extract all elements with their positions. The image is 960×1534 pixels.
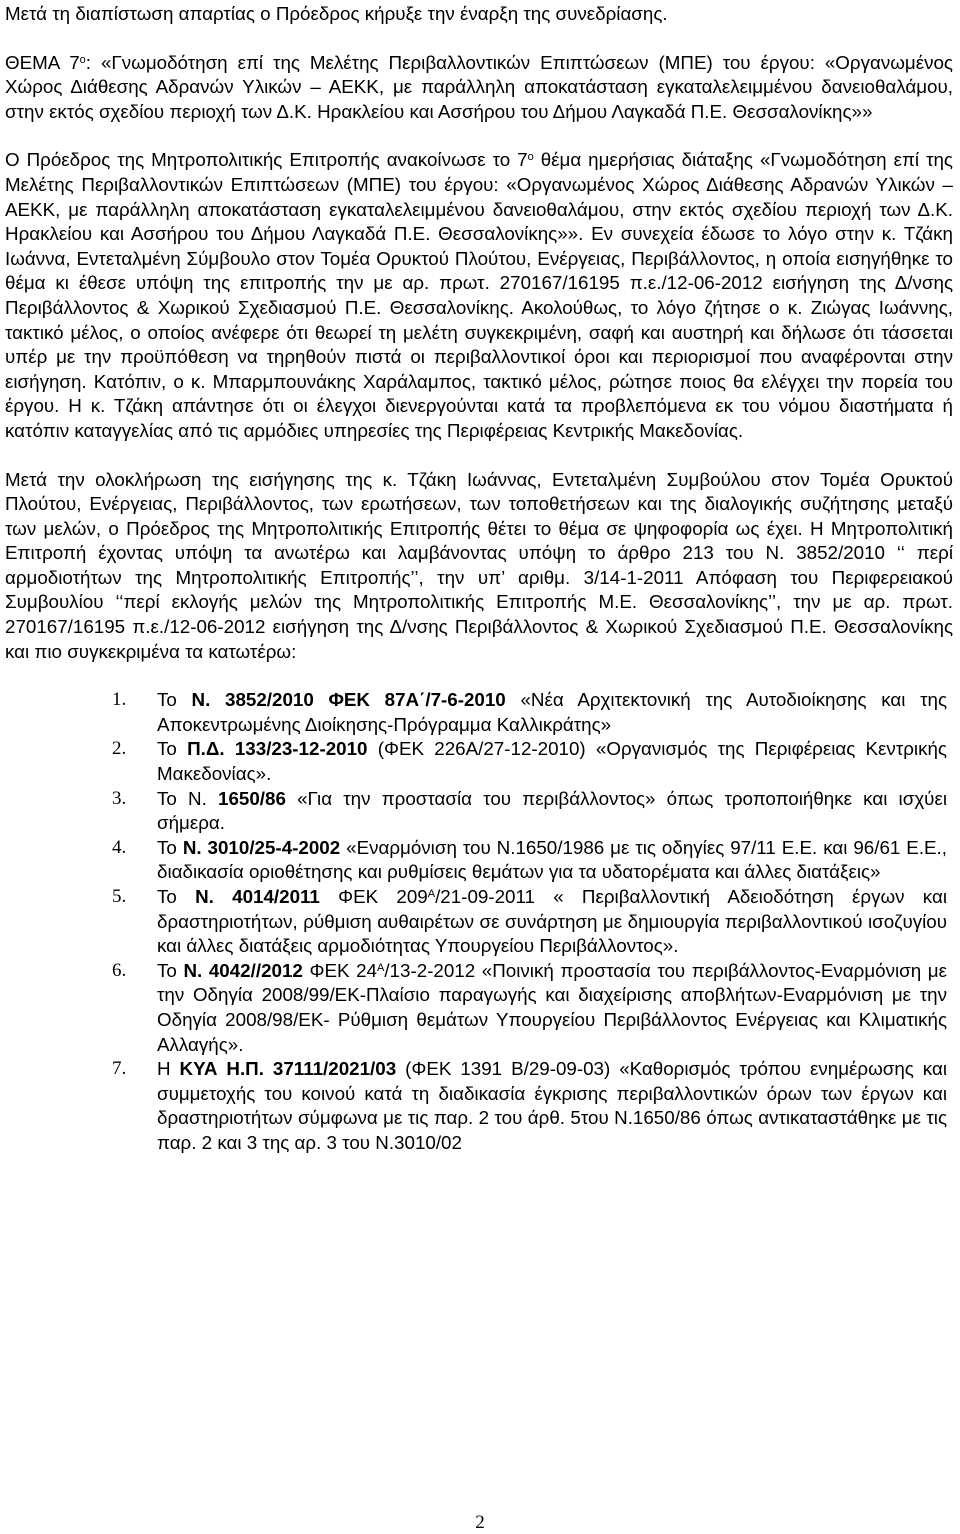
list-item-prefix: Το [157,689,192,711]
list-item-law: Ν. 3010/25-4-2002 [182,836,341,858]
list-item-text: «Νέα Αρχιτεκτονική της Αυτοδιοίκησης και της Αποκεντρωμένης Διοίκησης-Πρόγραμμα Καλλικράτης» [157,689,948,735]
list-item-number: 5. [112,886,127,907]
list-item [5,1057,953,1155]
paragraph-presentation-rest: θέμα ημερήσιας διάταξης «Γνωμοδότηση επί της Μελέτης Περιβαλλοντικών Επιπτώσεων (ΜΠΕ) του έργου: «Οργανωμένος Χώρος Διάθεσης Αδρανών Υλικών – ΑΕΚΚ, με παράλληλη αποκατάσταση εγκαταλελειμμένου δανειοθαλάμου, στην εκτός σχεδίου περιοχή των Δ.Κ. Ηρακλείου και Ασσήρου του Δήμου Λαγκαδά Π.Ε. Θεσσαλονίκης»». Εν συνεχεία έδωσε το λόγο στην κ. Τζάκη Ιωάννα, Εντεταλμένη Σύμβουλο στον Τομέα Ορυκτού Πλούτου, Ενέργειας, Περιβάλλοντος, η οποία εισηγήθηκε το θέμα κι έθεσε υπόψη της επιτροπής την με αρ. πρωτ. 270167/16195 π.ε./12-06-2012 εισήγηση της Δ/νσης Περιβάλλοντος & Χωρικού Σχεδιασμού Π.Ε. Θεσσαλονίκης. Ακολούθως, το λόγο ζήτησε ο κ. Ζιώγας Ιωάννης, τακτικό μέλος, ο οποίος ανέφερε ότι θεωρεί τη μελέτη συγκεκριμένη, σαφή και αυστηρή και δήλωσε ότι τάσσεται υπέρ με την προϋπόθεση να τηρηθούν πιστά οι περιβαλλοντικοί όροι και περιορισμοί που αναφέρονται στην εισήγηση. Κατόπιν, ο κ. Μπαρμπουνάκης Χαράλαμπος, τακτικό μέλος, ρώτησε ποιος θα ελέγχει την πορεία του έργου. Η κ. Τζάκη απάντησε ότι οι έλεγχοι διενεργούνται κατά τα προβλεπόμενα εκ του νόμου διαστήματα ή κατόπιν καταγγελίας από τις αρμόδιες υπηρεσίες της Περιφέρειας Κεντρικής Μακεδονίας. [5,149,953,441]
paragraph-decision: Μετά την ολοκλήρωση της εισήγησης της κ. Τζάκη Ιωάννας, Εντεταλμένη Συμβούλου στον Τομέα Ορυκτού Πλούτου, Ενέργειας, Περιβάλλοντος, των ερωτήσεων, των τοποθετήσεων και της διαλογικής συζήτησης μεταξύ των μελών, ο Πρόεδρος της Μητροπολιτικής Επιτροπής θέτει το θέμα σε ψηφοφορία ως έχει. Η Μητροπολιτική Επιτροπή έχοντας υπόψη τα ανωτέρω και λαμβάνοντας υπόψη το άρθρο 213 του Ν. 3852/2010 ‘‘ περί αρμοδιοτήτων της Μητροπολιτικής Επιτροπής’’, την υπ’ αριθμ. 3/14-1-2011 Απόφαση του Περιφερειακού Συμβουλίου ‘‘περί εκλογής μελών της Μητροπολιτικής Επιτροπής Μ.Ε. Θεσσαλονίκης’’, την με αρ. πρωτ. 270167/16195 π.ε./12-06-2012 εισήγηση της Δ/νσης Περιβάλλοντος & Χωρικού Σχεδιασμού Π.Ε. Θεσσαλονίκης και πιο συγκεκριμένα τα κατωτέρω: [5,468,953,662]
theme-label-sup: ο [79,53,86,66]
list-item-number: 2. [112,738,127,760]
list-item [5,885,953,959]
theme-text: : «Γνωμοδότηση επί της Μελέτης Περιβαλλοντικών Επιπτώσεων (ΜΠΕ) του έργου: «Οργανωμένος Χώρος Διάθεσης Αδρανών Υλικών – ΑΕΚΚ, με παράλληλη αποκατάσταση εγκαταλελειμμένου δανειοθαλάμου, στην εκτός σχεδίου περιοχή των Δ.Κ. Ηρακλείου και Ασσήρου του Δήμου Λαγκαδά Π.Ε. Θεσσαλονίκης»» [5,51,953,122]
paragraph-presentation-sup: ο [527,151,534,164]
list-item-law: Ν. 4042//2012 [183,959,303,981]
page-number: 2 [475,1512,485,1533]
list-item-law: ΚΥΑ Η.Π. 37111/2021/03 [179,1058,397,1080]
list-item-prefix: Το [157,836,183,858]
list-item [5,959,953,1057]
list-item-number: 6. [112,959,127,981]
list-item-text: «Για την προστασία του περιβάλλοντος» όπως τροποποιήθηκε και ισχύει σήμερα. [157,787,947,834]
list-item-text: ΦΕΚ 24 [302,959,377,981]
list-item-text: ΦΕΚ 209 [319,886,428,907]
list-item-law: 1650/86 [218,787,286,809]
list-item-prefix: Το [157,959,184,981]
list-item-number: 7. [112,1058,127,1080]
list-item-text: (ΦΕΚ 226Α/27-12-2010) «Οργανισμός της Περιφέρειας Κεντρικής Μακεδονίας». [157,738,947,785]
list-item-number: 3. [112,787,127,809]
theme-heading [5,51,953,125]
list-item [5,688,953,737]
list-item-law: Ν. 4014/2011 [195,886,320,907]
list-item-prefix: Το [157,738,188,760]
document-page [5,0,953,1156]
list-item-prefix: Το [157,886,196,907]
opening-sentence: Μετά τη διαπίστωση απαρτίας ο Πρόεδρος κήρυξε την έναρξη της συνεδρίασης. [5,3,668,24]
list-item-text: «Εναρμόνιση του Ν.1650/1986 με τις οδηγίες 97/11 Ε.Ε. και 96/61 Ε.Ε., διαδικασία οριοθέτησης και ρυθμίσεις θεμάτων για τα υδατορέματα και άλλες διατάξεις» [157,836,947,883]
list-item-prefix: Η [157,1058,180,1080]
paragraph-presentation [5,148,953,443]
list-item-prefix: Το Ν. [157,787,218,809]
list-item [5,787,953,836]
paragraph-presentation-start: Ο Πρόεδρος της Μητροπολιτικής Επιτροπής ανακοίνωσε το 7 [5,149,528,171]
legal-references-list [5,688,953,1155]
list-item-law: Ν. 3852/2010 ΦΕΚ 87Α΄/7-6-2010 [191,689,506,711]
list-item-sup: Α [377,961,385,974]
list-item-text-rest: /13-2-2012 «Ποινική προστασία του περιβάλλοντος-Εναρμόνιση με την Οδηγία 2008/99/ΕΚ-Πλαίσιο παραγωγής και διαχείρισης αποβλήτων-Εναρμόνιση με την Οδηγία 2008/98/ΕΚ- Ρύθμιση θεμάτων Υπουργείου Περιβάλλοντος Ενέργειας και Κλιματικής Αλλαγής». [157,959,948,1055]
list-item-number: 4. [112,836,127,858]
list-item [5,836,953,885]
list-item-number: 1. [112,689,127,711]
theme-label: ΘΕΜΑ 7 [5,51,80,73]
list-item-text: (ΦΕΚ 1391 Β/29-09-03) «Καθορισμός τρόπου ενημέρωσης και συμμετοχής του κοινού κατά τη διαδικασία έγκρισης περιβαλλοντικών όρων των έργων και δραστηριοτήτων σύμφωνα με τις παρ. 2 του άρθ. 5του Ν.1650/86 όπως αντικαταστάθηκε με τις παρ. 2 και 3 της αρ. 3 του Ν.3010/02 [157,1058,947,1153]
list-item-text-rest: /21-09-2011 « Περιβαλλοντική Αδειοδότηση έργων και δραστηριοτήτων, ρύθμιση αυθαιρέτων σε συνάρτηση με δημιουργία περιβαλλοντικού ισοζυγίου και άλλες διατάξεις αρμοδιότητας Υπουργείου Περιβάλλοντος». [157,886,947,957]
list-item [5,737,953,786]
list-item-sup: Α [427,888,436,900]
list-item-law: Π.Δ. 133/23-12-2010 [187,738,368,760]
